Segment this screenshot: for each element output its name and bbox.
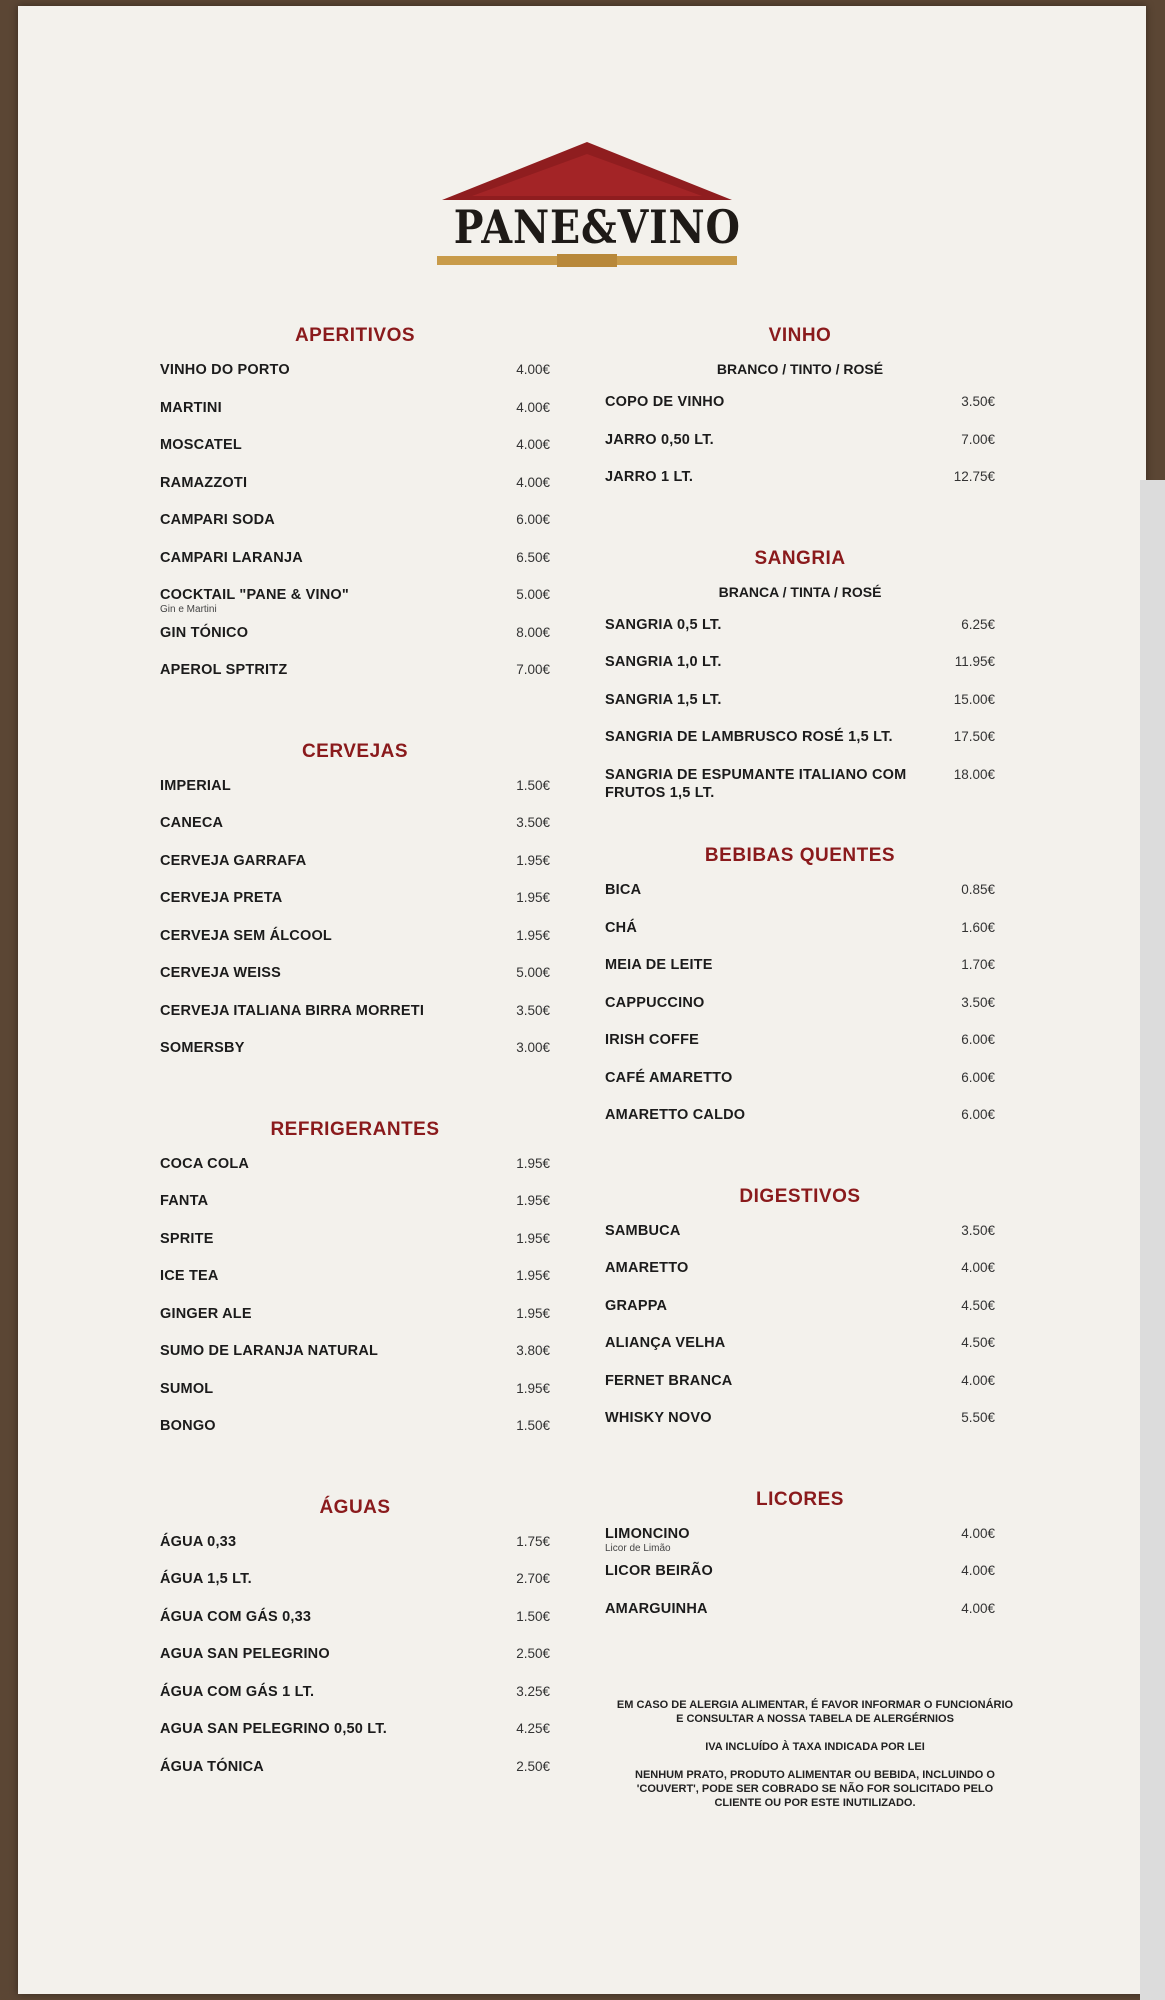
menu-item [160, 1645, 550, 1683]
item-name: SPRITE [160, 1230, 214, 1247]
item-price: 12.75€ [953, 469, 995, 484]
menu-item [160, 1720, 550, 1758]
item-name-wrap [160, 1683, 314, 1701]
item-price: 0.85€ [961, 882, 995, 897]
item-name: SAMBUCA [605, 1222, 681, 1239]
menu-item [605, 919, 995, 957]
item-price: 3.80€ [516, 1343, 550, 1358]
item-name: SANGRIA 0,5 LT. [605, 616, 722, 633]
menu-item [605, 616, 995, 654]
item-name-wrap [605, 1600, 708, 1618]
item-name: IRISH COFFE [605, 1032, 700, 1048]
item-name: ICE TEA [160, 1268, 219, 1284]
restaurant-logo [432, 138, 742, 273]
item-name: CAMPARI SODA [160, 512, 275, 528]
menu-item [605, 1525, 995, 1563]
item-name: CERVEJA SEM ÁLCOOL [160, 927, 332, 944]
item-name: FERNET BRANCA [605, 1372, 733, 1389]
menu-item [605, 1106, 995, 1144]
menu-item [160, 1305, 550, 1343]
menu-item [160, 1380, 550, 1418]
item-price: 1.95€ [516, 1305, 550, 1321]
menu-section [605, 845, 995, 1144]
menu-item [160, 1533, 550, 1571]
menu-item [160, 511, 550, 549]
item-name: APEROL SPTRITZ [160, 662, 288, 678]
menu-item [605, 994, 995, 1032]
item-price: 8.00€ [516, 624, 550, 640]
item-price: 1.95€ [516, 852, 550, 868]
item-price: 1.95€ [516, 1155, 550, 1171]
menu-item [605, 728, 995, 766]
menu-section [605, 1489, 995, 1638]
item-price: 4.00€ [961, 1600, 995, 1616]
item-name-wrap [605, 616, 722, 634]
menu-item [160, 1002, 550, 1040]
item-name: ÁGUA TÓNICA [160, 1758, 264, 1775]
menu-item [605, 393, 995, 431]
item-name: COCKTAIL "PANE & VINO" [160, 587, 349, 603]
item-name: AGUA SAN PELEGRINO [160, 1646, 330, 1662]
menu-item [160, 964, 550, 1002]
menu-item [160, 927, 550, 965]
menu-item [605, 691, 995, 729]
menu-item [605, 766, 995, 804]
item-name-wrap [605, 691, 722, 709]
item-price: 1.50€ [516, 1418, 550, 1433]
menu-item [160, 1267, 550, 1305]
left-column [160, 325, 550, 1837]
item-price: 1.95€ [516, 927, 550, 943]
item-name: FANTA [160, 1193, 209, 1209]
item-name: AMARGUINHA [605, 1600, 708, 1617]
item-name-wrap [160, 852, 306, 870]
item-name-wrap [605, 1525, 690, 1554]
item-price: 6.00€ [961, 1069, 995, 1085]
item-name: CAMPARI LARANJA [160, 549, 303, 566]
item-name-wrap [160, 1039, 245, 1057]
item-name: CERVEJA GARRAFA [160, 852, 307, 869]
item-price: 1.95€ [516, 1268, 550, 1283]
item-name-wrap [605, 393, 724, 411]
menu-item [160, 1230, 550, 1268]
item-name-wrap [160, 361, 290, 379]
menu-item [605, 1600, 995, 1638]
item-name: CANECA [160, 815, 224, 831]
item-price: 11.95€ [954, 654, 995, 669]
item-price: 4.00€ [961, 1525, 995, 1541]
item-price: 3.50€ [516, 1002, 550, 1018]
menu-item [160, 1192, 550, 1230]
item-price: 4.00€ [516, 399, 550, 415]
item-name-wrap [160, 586, 349, 615]
item-name-wrap [160, 814, 223, 832]
item-price: 1.95€ [516, 1193, 550, 1208]
item-name-wrap [160, 1267, 219, 1285]
item-price: 1.50€ [516, 777, 550, 793]
item-name-wrap [160, 1608, 311, 1626]
item-price: 1.50€ [516, 1608, 550, 1624]
item-price: 6.00€ [961, 1032, 995, 1047]
item-name: CERVEJA PRETA [160, 890, 283, 906]
item-price: 4.00€ [516, 362, 550, 377]
item-name-wrap [160, 1380, 213, 1398]
menu-item [605, 956, 995, 994]
item-price: 4.00€ [961, 1563, 995, 1578]
item-name-wrap [605, 468, 693, 486]
item-name-wrap [605, 1259, 689, 1277]
item-name-wrap [160, 474, 247, 492]
item-name-wrap [605, 653, 722, 671]
item-name-wrap [160, 1002, 424, 1020]
logo-wordmark: PANE&VINO [453, 200, 741, 254]
item-price: 4.00€ [961, 1260, 995, 1275]
item-price: 3.50€ [961, 394, 995, 409]
item-name: SUMO DE LARANJA NATURAL [160, 1343, 379, 1359]
item-name-wrap [160, 661, 287, 679]
item-name-wrap [160, 1533, 236, 1551]
item-name: MOSCATEL [160, 437, 242, 453]
item-name-wrap [605, 994, 704, 1012]
menu-item [160, 1039, 550, 1077]
item-price: 3.00€ [516, 1040, 550, 1055]
item-price: 15.00€ [953, 691, 995, 707]
menu-item [160, 814, 550, 852]
menu-item [605, 1031, 995, 1069]
item-name: MEIA DE LEITE [605, 957, 713, 973]
item-name-wrap [160, 1417, 216, 1435]
section-title: ÁGUAS [319, 1496, 391, 1518]
menu-item [160, 852, 550, 890]
item-name-wrap [160, 777, 231, 795]
menu-item [160, 1570, 550, 1608]
menu-item [160, 624, 550, 662]
section-subtitle: BRANCA / TINTA / ROSÉ [718, 583, 882, 600]
menu-section [605, 548, 995, 804]
menu-section [160, 1497, 550, 1796]
item-name-wrap [160, 511, 275, 529]
item-name: IMPERIAL [160, 777, 231, 794]
item-name-wrap [160, 399, 222, 417]
menu-item [160, 549, 550, 587]
item-price: 2.50€ [516, 1758, 550, 1774]
item-name-wrap [160, 549, 303, 567]
item-name-wrap [160, 624, 248, 642]
item-name: COCA COLA [160, 1155, 250, 1172]
item-name-wrap [160, 1645, 330, 1663]
item-name-wrap [160, 1720, 387, 1738]
item-price: 17.50€ [953, 729, 995, 744]
menu-item [160, 436, 550, 474]
menu-item [605, 1409, 995, 1447]
item-price: 3.50€ [961, 994, 995, 1010]
right-column [605, 325, 995, 1679]
item-name: ÁGUA COM GÁS 1 LT. [160, 1683, 315, 1700]
item-name: ALIANÇA VELHA [605, 1335, 726, 1351]
menu-item [605, 1334, 995, 1372]
background-paper [1140, 480, 1165, 2000]
item-price: 1.95€ [516, 1230, 550, 1246]
item-price: 6.50€ [516, 549, 550, 565]
item-name-wrap [605, 431, 714, 449]
section-title: BEBIBAS QUENTES [704, 845, 896, 866]
item-name-wrap [605, 1334, 725, 1352]
item-name: GIN TÓNICO [160, 624, 249, 641]
item-name-wrap [605, 1069, 732, 1087]
item-name-wrap [605, 1372, 732, 1390]
item-name: BONGO [160, 1418, 216, 1434]
section-title: REFRIGERANTES [270, 1118, 440, 1140]
menu-item [605, 1069, 995, 1107]
menu-item [160, 474, 550, 512]
menu-item [160, 1155, 550, 1193]
item-price: 4.50€ [961, 1297, 995, 1313]
menu-item [605, 1222, 995, 1260]
menu-item [160, 1608, 550, 1646]
item-name-wrap [605, 919, 637, 937]
item-name-wrap [605, 728, 893, 746]
item-price: 5.00€ [516, 587, 550, 602]
item-note: Licor de Limão [605, 1542, 671, 1554]
menu-item [160, 889, 550, 927]
item-name: SUMOL [160, 1380, 214, 1397]
item-name: LICOR BEIRÃO [605, 1563, 713, 1579]
menu-section [605, 1186, 995, 1447]
item-price: 18.00€ [953, 766, 995, 782]
item-name-wrap [160, 889, 282, 907]
menu-item [605, 468, 995, 506]
item-name-wrap [605, 1106, 745, 1124]
item-price: 6.00€ [961, 1107, 995, 1122]
item-price: 2.70€ [516, 1571, 550, 1586]
item-name: LIMONCINO [605, 1525, 690, 1542]
menu-item [605, 653, 995, 691]
legal-note: EM CASO DE ALERGIA ALIMENTAR, É FAVOR INFORMAR O FUNCIONÁRIO E CONSULTAR A NOSSA TABELA DE ALERGÉRNIOS [616, 1699, 1014, 1725]
item-name-wrap [160, 964, 281, 982]
menu-item [605, 431, 995, 469]
item-name-wrap [160, 1570, 252, 1588]
item-price: 1.75€ [516, 1533, 550, 1549]
item-name-wrap [605, 1222, 681, 1240]
item-name: COPO DE VINHO [605, 394, 725, 410]
menu-section [160, 325, 550, 699]
item-price: 6.00€ [516, 512, 550, 527]
item-name: CERVEJA ITALIANA BIRRA MORRETI [160, 1002, 425, 1019]
item-name-wrap [605, 1031, 699, 1049]
item-price: 5.00€ [516, 965, 550, 980]
section-title: VINHO [768, 325, 832, 346]
item-name-wrap [605, 881, 641, 899]
item-price: 3.25€ [516, 1683, 550, 1699]
section-title: CERVEJAS [301, 740, 409, 762]
item-name-wrap [605, 1409, 712, 1427]
item-name-wrap [605, 956, 713, 974]
item-name: BICA [605, 882, 642, 898]
section-title: APERITIVOS [294, 325, 416, 346]
item-name: ÁGUA 0,33 [160, 1533, 237, 1550]
item-name-wrap [160, 1192, 208, 1210]
item-name: CERVEJA WEISS [160, 965, 282, 981]
item-name: WHISKY NOVO [605, 1410, 712, 1426]
item-price: 7.00€ [516, 662, 550, 677]
item-name-wrap [160, 436, 242, 454]
item-price: 1.95€ [516, 890, 550, 905]
menu-section [160, 1119, 550, 1455]
menu-item [160, 661, 550, 699]
section-title: DIGESTIVOS [739, 1185, 861, 1207]
item-price: 4.00€ [516, 437, 550, 452]
item-name-wrap [160, 1230, 214, 1248]
item-price: 7.00€ [961, 431, 995, 447]
item-price: 3.50€ [961, 1222, 995, 1238]
item-name: AMARETTO CALDO [605, 1107, 746, 1123]
item-name: GRAPPA [605, 1297, 668, 1314]
item-name-wrap [160, 1305, 252, 1323]
item-price: 1.70€ [961, 957, 995, 972]
item-name-wrap [160, 1342, 378, 1360]
menu-item [160, 1417, 550, 1455]
item-price: 1.95€ [516, 1380, 550, 1396]
item-name: AMARETTO [605, 1260, 689, 1276]
item-name: CHÁ [605, 919, 638, 936]
item-name: SANGRIA DE LAMBRUSCO ROSÉ 1,5 LT. [605, 729, 893, 745]
menu-item [160, 399, 550, 437]
item-price: 4.00€ [516, 474, 550, 490]
item-name: JARRO 0,50 LT. [605, 431, 714, 448]
item-name: CAFÉ AMARETTO [605, 1069, 733, 1086]
menu-item [605, 1562, 995, 1600]
item-name-wrap [160, 1155, 249, 1173]
menu-item [605, 1372, 995, 1410]
menu-section [605, 325, 995, 506]
item-name: GINGER ALE [160, 1305, 252, 1322]
item-name-wrap [605, 766, 944, 802]
item-price: 1.60€ [961, 919, 995, 935]
item-name: MARTINI [160, 399, 222, 416]
item-name: JARRO 1 LT. [605, 469, 694, 485]
item-name-wrap [160, 1758, 264, 1776]
legal-notes [615, 1698, 1015, 1824]
item-price: 2.50€ [516, 1646, 550, 1661]
item-name: CAPPUCCINO [605, 994, 705, 1011]
item-price: 4.50€ [961, 1335, 995, 1350]
menu-item [160, 777, 550, 815]
item-price: 4.25€ [516, 1721, 550, 1736]
item-name-wrap [605, 1297, 667, 1315]
legal-note: NENHUM PRATO, PRODUTO ALIMENTAR OU BEBIDA, INCLUINDO O 'COUVERT', PODE SER COBRADO SE NÃO FOR SOLICITADO PELO CLIENTE OU POR ESTE INUTILIZADO. [635, 1769, 995, 1809]
menu-item [160, 361, 550, 399]
item-name: SOMERSBY [160, 1040, 245, 1056]
item-name: SANGRIA 1,0 LT. [605, 654, 722, 670]
menu-item [160, 586, 550, 624]
menu-item [605, 1259, 995, 1297]
item-name: AGUA SAN PELEGRINO 0,50 LT. [160, 1721, 387, 1737]
item-name: SANGRIA DE ESPUMANTE ITALIANO COM FRUTOS 1,5 LT. [605, 766, 907, 801]
item-price: 3.50€ [516, 815, 550, 830]
item-name: RAMAZZOTI [160, 474, 248, 491]
item-note: Gin e Martini [160, 604, 217, 615]
section-subtitle: BRANCO / TINTO / ROSÉ [716, 361, 884, 377]
item-price: 5.50€ [961, 1410, 995, 1425]
menu-section [160, 741, 550, 1077]
menu-item [160, 1342, 550, 1380]
item-name: SANGRIA 1,5 LT. [605, 691, 722, 708]
section-title: LICORES [756, 1488, 844, 1510]
item-price: 4.00€ [961, 1372, 995, 1388]
menu-item [160, 1758, 550, 1796]
item-name: ÁGUA COM GÁS 0,33 [160, 1608, 312, 1625]
item-name: ÁGUA 1,5 LT. [160, 1571, 252, 1587]
menu-item [605, 1297, 995, 1335]
section-title: SANGRIA [754, 547, 846, 569]
menu-item [605, 881, 995, 919]
menu-item [160, 1683, 550, 1721]
item-price: 6.25€ [961, 616, 995, 632]
item-name-wrap [160, 927, 332, 945]
item-name: VINHO DO PORTO [160, 362, 290, 378]
item-name-wrap [605, 1562, 713, 1580]
legal-note: IVA INCLUÍDO À TAXA INDICADA POR LEI [705, 1741, 925, 1753]
